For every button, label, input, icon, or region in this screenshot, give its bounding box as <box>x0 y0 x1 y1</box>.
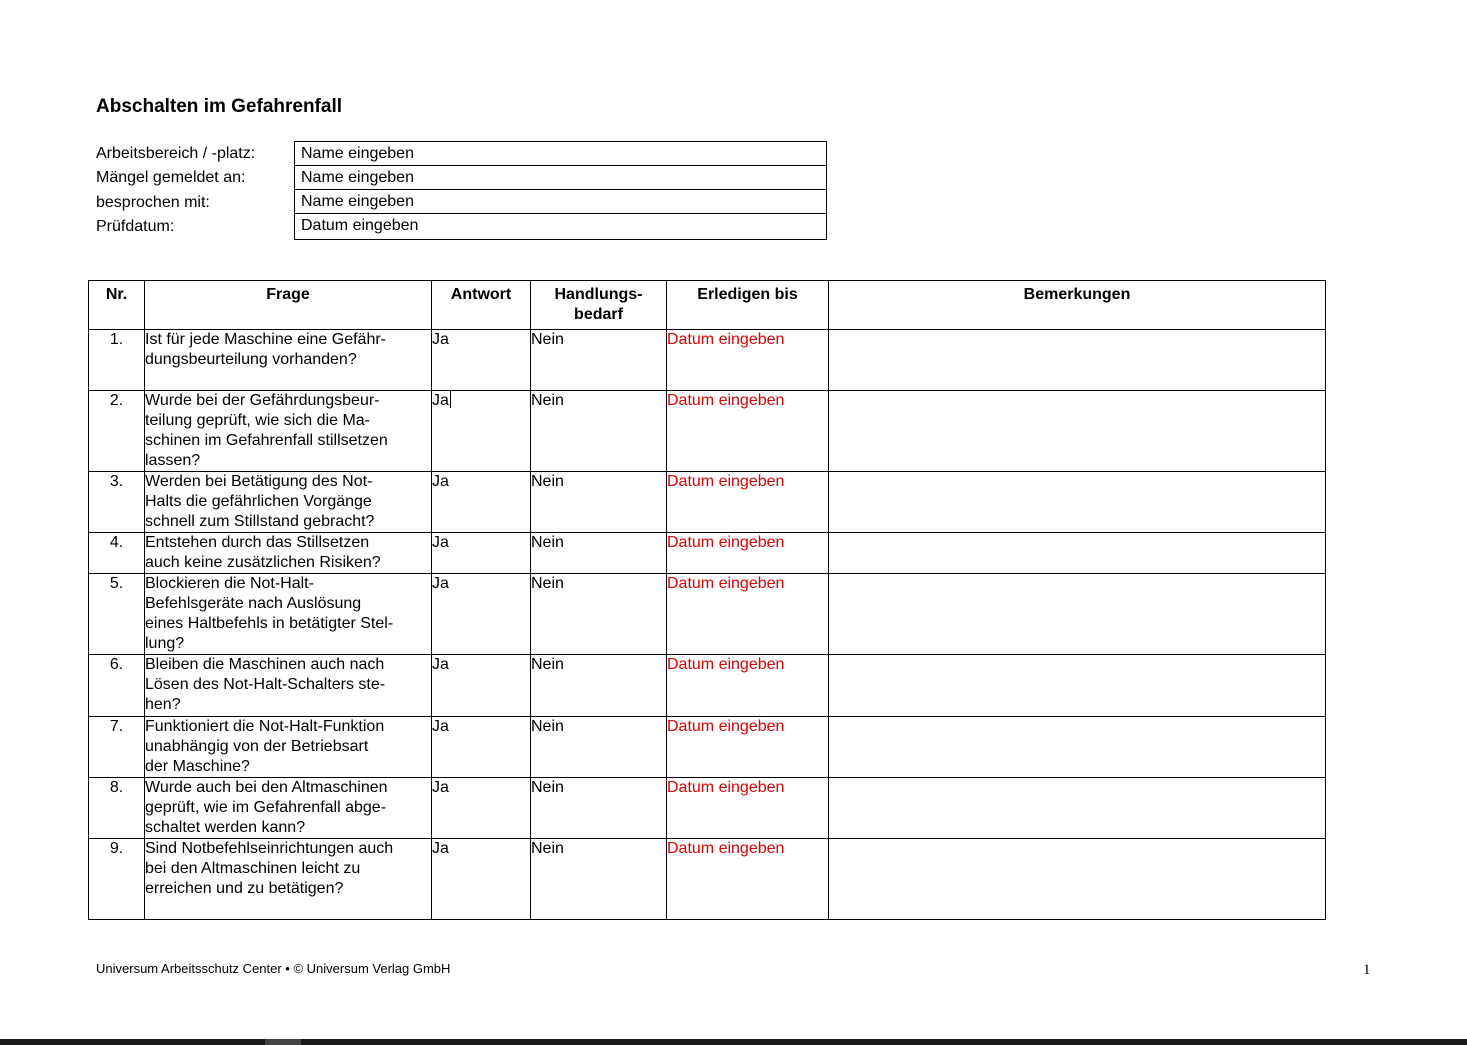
answer-field[interactable] <box>432 778 531 839</box>
question-line: Lösen des Not-Halt-Schalters ste- <box>145 676 386 693</box>
bemerkungen-field[interactable] <box>829 839 1326 920</box>
question-line: auch keine zusätzlichen Risiken? <box>145 554 381 571</box>
question-line: der Maschine? <box>145 758 250 775</box>
question-line: erreichen und zu betätigen? <box>145 880 344 897</box>
pruefdatum-field[interactable]: Datum eingeben <box>301 217 419 234</box>
row-number: 5. <box>89 574 145 655</box>
document-title: Abschalten im Gefahrenfall <box>96 96 343 117</box>
answer-field[interactable] <box>432 472 531 533</box>
handlungsbedarf-field[interactable]: Nein <box>531 574 667 655</box>
erledigen-date-field[interactable]: Datum eingeben <box>667 574 829 655</box>
question-line: Funktioniert die Not-Halt-Funktion <box>145 718 385 735</box>
header-handlungsbedarf <box>531 281 667 330</box>
besprochen-field[interactable]: Name eingeben <box>295 190 826 214</box>
header-handlungsbedarf-line1: Handlungs- <box>554 286 643 303</box>
question-line: eines Haltbefehls in betätigter Stel- <box>145 615 394 632</box>
erledigen-date-field[interactable]: Datum eingeben <box>667 330 829 391</box>
row-number: 1. <box>89 330 145 391</box>
row-number: 4. <box>89 533 145 574</box>
question-line: schaltet werden kann? <box>145 819 306 836</box>
question-line: bei den Altmaschinen leicht zu <box>145 860 361 877</box>
answer-text: Ja <box>432 331 449 348</box>
answer-text: Ja <box>432 575 449 592</box>
answer-text: Ja <box>432 534 449 551</box>
question-line: dungsbeurteilung vorhanden? <box>145 351 357 368</box>
answer-field[interactable] <box>432 330 531 391</box>
header-bemerkungen: Bemerkungen <box>829 281 1326 330</box>
question-cell <box>145 574 432 655</box>
erledigen-date-field[interactable]: Datum eingeben <box>667 778 829 839</box>
handlungsbedarf-field[interactable]: Nein <box>531 778 667 839</box>
answer-field[interactable] <box>432 839 531 920</box>
answer-field[interactable] <box>432 574 531 655</box>
header-erledigen: Erledigen bis <box>667 281 829 330</box>
answer-text: Ja <box>432 779 449 796</box>
meta-label-maengel: Mängel gemeldet an: <box>96 169 246 186</box>
question-line: lassen? <box>145 452 201 469</box>
meta-label-besprochen: besprochen mit: <box>96 194 210 211</box>
table-row <box>89 717 1326 778</box>
erledigen-date-field[interactable]: Datum eingeben <box>667 533 829 574</box>
erledigen-date-field[interactable]: Datum eingeben <box>667 391 829 472</box>
answer-text: Ja <box>432 840 449 857</box>
meta-label-arbeitsbereich: Arbeitsbereich / -platz: <box>96 145 256 162</box>
arbeitsbereich-field[interactable]: Name eingeben <box>295 142 826 166</box>
footer-text: Universum Arbeitsschutz Center • © Universum Verlag GmbH <box>96 961 451 976</box>
question-cell <box>145 391 432 472</box>
bemerkungen-field[interactable] <box>829 472 1326 533</box>
question-line: Entstehen durch das Stillsetzen <box>145 534 370 551</box>
answer-text: Ja <box>432 656 449 673</box>
table-row <box>89 655 1326 717</box>
question-line: Blockieren die Not-Halt- <box>145 575 314 592</box>
row-number: 2. <box>89 391 145 472</box>
checklist-table <box>88 280 1326 920</box>
question-cell <box>145 717 432 778</box>
answer-field[interactable] <box>432 533 531 574</box>
table-row <box>89 391 1326 472</box>
handlungsbedarf-field[interactable]: Nein <box>531 839 667 920</box>
row-number: 8. <box>89 778 145 839</box>
handlungsbedarf-field[interactable]: Nein <box>531 330 667 391</box>
bottom-bar <box>0 1039 1467 1045</box>
bemerkungen-field[interactable] <box>829 533 1326 574</box>
question-line: hen? <box>145 696 181 713</box>
header-antwort: Antwort <box>432 281 531 330</box>
bemerkungen-field[interactable] <box>829 391 1326 472</box>
page-number: 1 <box>1363 962 1371 978</box>
question-line: Wurde bei der Gefährdungsbeur- <box>145 392 380 409</box>
meta-fields-box <box>294 141 827 240</box>
question-line: teilung geprüft, wie sich die Ma- <box>145 412 370 429</box>
question-line: geprüft, wie im Gefahrenfall abge- <box>145 799 387 816</box>
handlungsbedarf-field[interactable]: Nein <box>531 391 667 472</box>
table-row <box>89 839 1326 920</box>
row-number: 6. <box>89 655 145 717</box>
question-line: schnell zum Stillstand gebracht? <box>145 513 375 530</box>
table-row <box>89 778 1326 839</box>
table-row <box>89 533 1326 574</box>
question-line: Bleiben die Maschinen auch nach <box>145 656 385 673</box>
row-number: 3. <box>89 472 145 533</box>
bottom-bar-mark <box>265 1039 301 1045</box>
answer-text: Ja <box>432 718 449 735</box>
table-row <box>89 472 1326 533</box>
answer-text: Ja <box>432 473 449 490</box>
maengel-field[interactable]: Name eingeben <box>295 166 826 190</box>
question-line: Halts die gefährlichen Vorgänge <box>145 493 372 510</box>
question-cell <box>145 655 432 717</box>
table-row <box>89 330 1326 391</box>
answer-text: Ja <box>432 392 449 409</box>
meta-label-pruefdatum: Prüfdatum: <box>96 218 175 235</box>
erledigen-date-field[interactable]: Datum eingeben <box>667 472 829 533</box>
question-cell <box>145 778 432 839</box>
header-nr: Nr. <box>89 281 145 330</box>
question-cell <box>145 330 432 391</box>
erledigen-date-field[interactable]: Datum eingeben <box>667 655 829 717</box>
bemerkungen-field[interactable] <box>829 330 1326 391</box>
question-cell <box>145 472 432 533</box>
bemerkungen-field[interactable] <box>829 655 1326 717</box>
row-number: 9. <box>89 839 145 920</box>
answer-field[interactable] <box>432 391 531 472</box>
question-line: Ist für jede Maschine eine Gefähr- <box>145 331 387 348</box>
bemerkungen-field[interactable] <box>829 717 1326 778</box>
question-line: unabhängig von der Betriebsart <box>145 738 369 755</box>
handlungsbedarf-field[interactable]: Nein <box>531 717 667 778</box>
row-number: 7. <box>89 717 145 778</box>
bemerkungen-field[interactable] <box>829 778 1326 839</box>
erledigen-date-field[interactable]: Datum eingeben <box>667 839 829 920</box>
answer-field[interactable] <box>432 655 531 717</box>
bemerkungen-field[interactable] <box>829 574 1326 655</box>
erledigen-date-field[interactable]: Datum eingeben <box>667 717 829 778</box>
handlungsbedarf-field[interactable]: Nein <box>531 533 667 574</box>
header-frage: Frage <box>145 281 432 330</box>
question-cell <box>145 839 432 920</box>
question-line: Werden bei Betätigung des Not- <box>145 473 373 490</box>
header-handlungsbedarf-line2: bedarf <box>574 306 623 323</box>
question-line: schinen im Gefahrenfall stillsetzen <box>145 432 388 449</box>
text-cursor <box>450 391 451 408</box>
question-line: lung? <box>145 635 185 652</box>
handlungsbedarf-field[interactable]: Nein <box>531 655 667 717</box>
question-cell <box>145 533 432 574</box>
table-row <box>89 574 1326 655</box>
question-line: Befehlsgeräte nach Auslösung <box>145 595 362 612</box>
table-header-row <box>89 281 1326 330</box>
question-line: Sind Notbefehlseinrichtungen auch <box>145 840 394 857</box>
handlungsbedarf-field[interactable]: Nein <box>531 472 667 533</box>
answer-field[interactable] <box>432 717 531 778</box>
question-line: Wurde auch bei den Altmaschinen <box>145 779 388 796</box>
